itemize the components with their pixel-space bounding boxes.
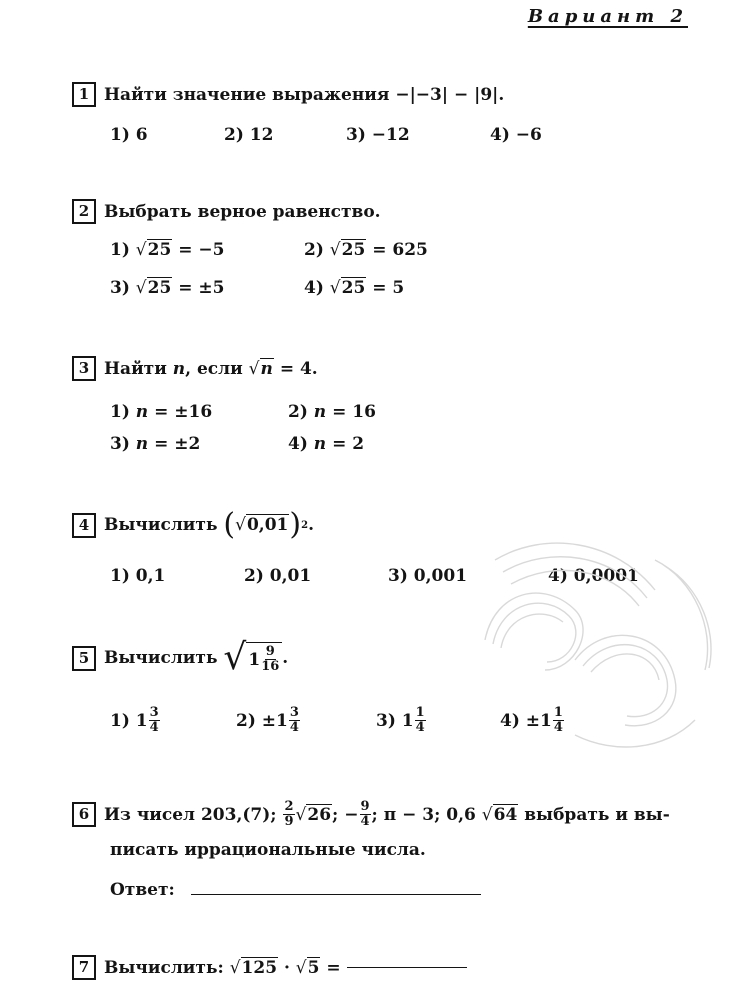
q1-option-3: 3) −12: [346, 125, 410, 145]
question-number: 2: [72, 199, 96, 224]
variable-n: n: [313, 434, 327, 454]
sqrt-expression: √25: [329, 240, 366, 260]
fraction: $\frac{3}{4}$: [289, 705, 299, 735]
q3-option-3: [110, 434, 200, 454]
sqrt-expression: √5: [295, 957, 320, 978]
fraction: $\frac{9}{4}$: [360, 799, 370, 829]
option-rhs: = ±5: [178, 278, 225, 298]
answer-label: Ответ:: [110, 880, 175, 900]
option-label: 4): [304, 278, 324, 298]
q2-option-1: [110, 240, 224, 260]
question-rhs: = 4.: [279, 358, 318, 379]
question-text-cont: , если: [185, 358, 243, 379]
q3-option-2: [288, 402, 376, 422]
answer-row: [110, 880, 481, 900]
q2-option-2: [304, 240, 428, 260]
sqrt-expression: √125: [229, 957, 278, 978]
question-text: Вычислить: [104, 515, 218, 535]
question-text: Найти значение выражения −|−3| − |9|.: [104, 84, 505, 105]
q3-option-1: [110, 402, 212, 422]
sqrt-expression: √26: [295, 804, 332, 825]
question-6-line-2: писать иррациональные числа.: [110, 840, 426, 860]
question-number: 6: [72, 802, 96, 827]
option-rhs: = 16: [332, 402, 376, 422]
text-fragment: выбрать и вы-: [524, 804, 670, 825]
question-number: 5: [72, 646, 96, 671]
question-1: [72, 82, 504, 107]
question-text: Из чисел 203,(7);: [104, 804, 277, 825]
question-6: [72, 800, 670, 829]
radical-sign: √: [223, 637, 247, 678]
fraction: $\frac{1}{4}$: [415, 705, 425, 735]
sqrt-expression: √25: [329, 278, 366, 298]
sqrt-expression: √25: [135, 278, 172, 298]
variable-n: n: [135, 434, 149, 454]
option-label: 4): [500, 710, 520, 731]
radicand: 1 $\frac{9}{16}$: [246, 642, 282, 674]
text-fragment: ; −: [332, 804, 359, 825]
open-paren: (: [223, 507, 236, 542]
option-rhs: = 5: [372, 278, 405, 298]
question-number: 4: [72, 513, 96, 538]
option-label: 2): [236, 710, 256, 731]
option-label: 1): [110, 402, 130, 422]
fraction: $\frac{3}{4}$: [149, 705, 159, 735]
q5-option-4: 4) ± 1 $\frac{1}{4}$: [500, 705, 563, 735]
question-5: 5 Вычислить √ 1 $\frac{9}{16}$ .: [72, 640, 288, 676]
exponent: 2: [301, 519, 309, 531]
q5-option-3: 3) 1 $\frac{1}{4}$: [376, 705, 425, 735]
option-label: 4): [288, 434, 308, 454]
fraction: $\frac{9}{16}$: [261, 644, 280, 674]
question-3: [72, 356, 318, 381]
option-label: 3): [376, 710, 396, 731]
fraction: $\frac{1}{4}$: [553, 705, 563, 735]
answer-blank[interactable]: [191, 894, 481, 895]
question-number: 7: [72, 955, 96, 980]
close-paren: ): [289, 507, 302, 542]
option-label: 3): [110, 434, 130, 454]
q4-option-4: 4) 0,0001: [548, 566, 639, 586]
option-label: 1): [110, 710, 130, 731]
question-text: Вычислить: [104, 648, 218, 668]
q4-option-1: 1) 0,1: [110, 566, 166, 586]
question-text: Выбрать верное равенство.: [104, 201, 381, 222]
q1-option-1: 1) 6: [110, 125, 148, 145]
q3-option-4: [288, 434, 364, 454]
sqrt-expression: √64: [481, 804, 518, 825]
sqrt-expression: √25: [135, 240, 172, 260]
sqrt-expression: √n: [248, 358, 273, 379]
sqrt-expression: √0,01: [235, 515, 289, 535]
multiply-dot: ·: [283, 957, 290, 978]
fraction: $\frac{2}{9}$: [284, 799, 294, 829]
option-label: 2): [304, 240, 324, 260]
q5-option-2: 2) ± 1 $\frac{3}{4}$: [236, 705, 299, 735]
variable-n: n: [313, 402, 327, 422]
q5-option-1: 1) 1 $\frac{3}{4}$: [110, 705, 159, 735]
question-text: Найти: [104, 358, 167, 379]
question-text: Вычислить:: [104, 957, 224, 978]
option-rhs: = 2: [332, 434, 365, 454]
q2-option-4: [304, 278, 404, 298]
q4-option-2: 2) 0,01: [244, 566, 312, 586]
q4-option-3: 3) 0,001: [388, 566, 468, 586]
option-label: 3): [110, 278, 130, 298]
equals-sign: =: [326, 957, 341, 978]
text-fragment: ; π − 3; 0,6: [371, 804, 476, 825]
variable-n: n: [135, 402, 149, 422]
option-label: 2): [288, 402, 308, 422]
variable-n: n: [172, 358, 186, 379]
option-rhs: = ±16: [154, 402, 213, 422]
option-label: 1): [110, 240, 130, 260]
q1-option-2: 2) 12: [224, 125, 274, 145]
answer-blank[interactable]: [347, 967, 467, 968]
option-rhs: = ±2: [154, 434, 201, 454]
option-rhs: = 625: [372, 240, 428, 260]
question-2: [72, 199, 381, 224]
question-4: 4 Вычислить ( √0,01 ) 2 .: [72, 510, 314, 540]
q1-option-4: 4) −6: [490, 125, 542, 145]
question-number: 3: [72, 356, 96, 381]
option-rhs: = −5: [178, 240, 225, 260]
variant-title: Вариант 2: [527, 6, 688, 27]
question-7: [72, 955, 467, 980]
q2-option-3: [110, 278, 224, 298]
question-number: 1: [72, 82, 96, 107]
watermark-swirl-icon: [455, 520, 735, 760]
